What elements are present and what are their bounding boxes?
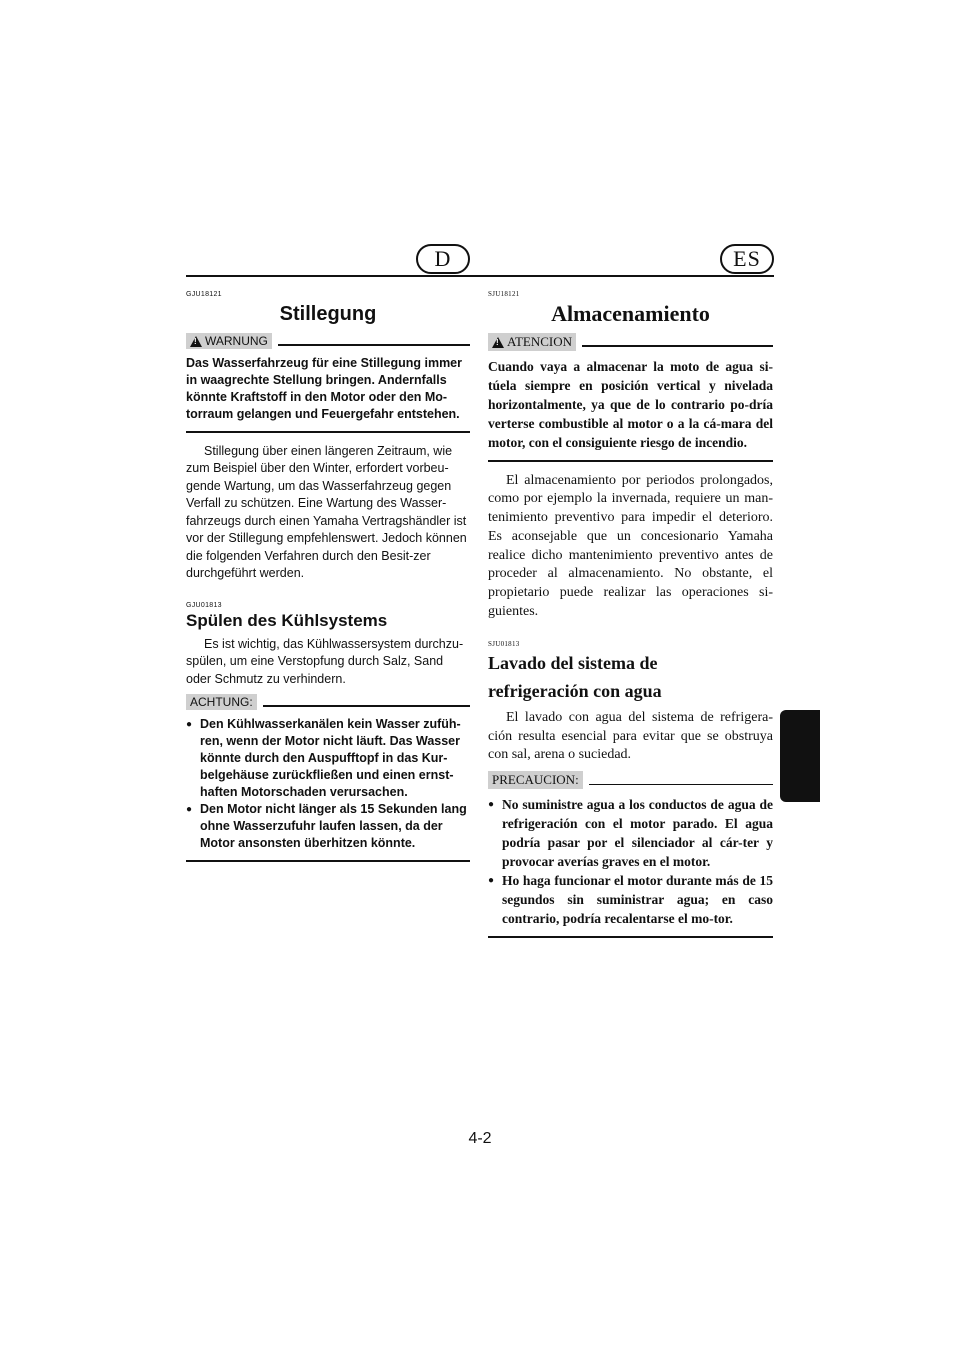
caution-header (488, 771, 773, 789)
subsection-code: GJU01813 (186, 601, 222, 609)
caution-list (186, 716, 470, 852)
caution-end-rule (186, 860, 470, 862)
warning-badge (186, 333, 272, 349)
chapter-side-tab (780, 710, 820, 802)
caution-badge: PRECAUCION: (488, 771, 583, 789)
warning-end-rule (488, 460, 773, 462)
caution-rule (589, 784, 773, 786)
subsection-title-line: refrigeración con agua (488, 680, 662, 701)
caution-badge: ACHTUNG: (186, 694, 257, 710)
warning-label: WARNUNG (205, 334, 268, 348)
german-column (186, 290, 470, 872)
section-title: Almacenamiento (551, 301, 710, 326)
warning-badge (488, 333, 576, 351)
list-item: ● No suministre agua a los conductos de agua de refrigeración con el motor parado. El agua podría pasar por el silenciador al cár-ter y provocar averías graves en el motor. (488, 795, 773, 871)
language-tag-spanish: ES (720, 244, 774, 274)
spanish-column (488, 290, 773, 948)
page-number: 4-2 (468, 1130, 492, 1147)
language-tag-german: D (416, 244, 470, 274)
caution-list (488, 795, 773, 928)
intro-paragraph: El almacenamiento por periodos prolongados, como por ejemplo la invernada, requiere un man-tenimiento preventivo para impedir el deterioro. Es aconsejable que un concesionario Yamaha realice dicho mantenimiento preventivo antes de proceder al almacenamiento. No obstante, el propietario puede realizar las operaciones si-guientes. (488, 472, 773, 620)
warning-text: Das Wasserfahrzeug für eine Stillegung immer in waagrechte Stellung bringen. Andernfalls könnte Kraftstoff in den Motor oder den Mo-torraum gelangen und Feuergefahr entstehen. (186, 356, 462, 421)
subsection-title: Spülen des Kühlsystems (186, 610, 388, 630)
warning-triangle-icon (190, 336, 202, 347)
list-item: ● Den Motor nicht länger als 15 Sekunden lang ohne Wasserzufuhr laufen lassen, da der Motor ansonsten überhitzen könnte. (186, 801, 470, 852)
caution-rule (263, 705, 470, 707)
warning-header (186, 333, 470, 349)
header-rule (186, 275, 774, 277)
caution-header (186, 694, 470, 710)
subsection-title-line: Lavado del sistema de (488, 652, 658, 673)
list-item: ● Den Kühlwasserkanälen kein Wasser zufüh-ren, wenn der Motor nicht läuft. Das Wasser könnte durch den Auspufftopf in das Kur-belgehäuse zurückfließen und einen ernst-haften Motorschaden verursachen. (186, 716, 470, 801)
warning-label: ATENCION (507, 334, 572, 349)
warning-end-rule (186, 431, 470, 433)
warning-rule (582, 345, 773, 347)
warning-triangle-icon (492, 337, 504, 348)
warning-rule (278, 344, 470, 346)
subsection-paragraph: Es ist wichtig, das Kühlwassersystem durchzu-spülen, um eine Verstopfung durch Salz, Sand oder Schmutz zu verhindern. (186, 636, 464, 686)
warning-text: Cuando vaya a almacenar la moto de agua si-túela siempre en posición vertical y nivelada horizontalmente, ya que de lo contrario po-dría verterse combustible al motor o a la cá-mara del motor, con el consiguiente riesgo de incendio. (488, 359, 773, 450)
subsection-code: SJU01813 (488, 639, 520, 648)
section-code: SJU18121 (488, 290, 520, 298)
warning-header (488, 333, 773, 351)
intro-paragraph: Stillegung über einen längeren Zeitraum, wie zum Beispiel über den Winter, erfordert vorbeu-gende Wartung, um das Wasserfahrzeug gegen Verfall zu schützen. Eine Wartung des Wasser-fahrzeugs durch einen Yamaha Vertragshändler ist vor der Stillegung empfehlenswert. Jedoch können die folgenden Verfahren durch den Besit-zer durchgeführt werden. (186, 443, 467, 580)
subsection-title (488, 649, 773, 705)
caution-end-rule (488, 936, 773, 938)
section-code: GJU18121 (186, 291, 222, 298)
subsection-paragraph: El lavado con agua del sistema de refrigera-ción resulta esencial para evitar que se obstruya con sal, arena o suciedad. (488, 709, 773, 763)
list-item: ● Ho haga funcionar el motor durante más de 15 segundos sin suministrar agua; en caso contrario, podría recalentarse el mo-tor. (488, 871, 773, 928)
section-title: Stillegung (279, 303, 377, 325)
